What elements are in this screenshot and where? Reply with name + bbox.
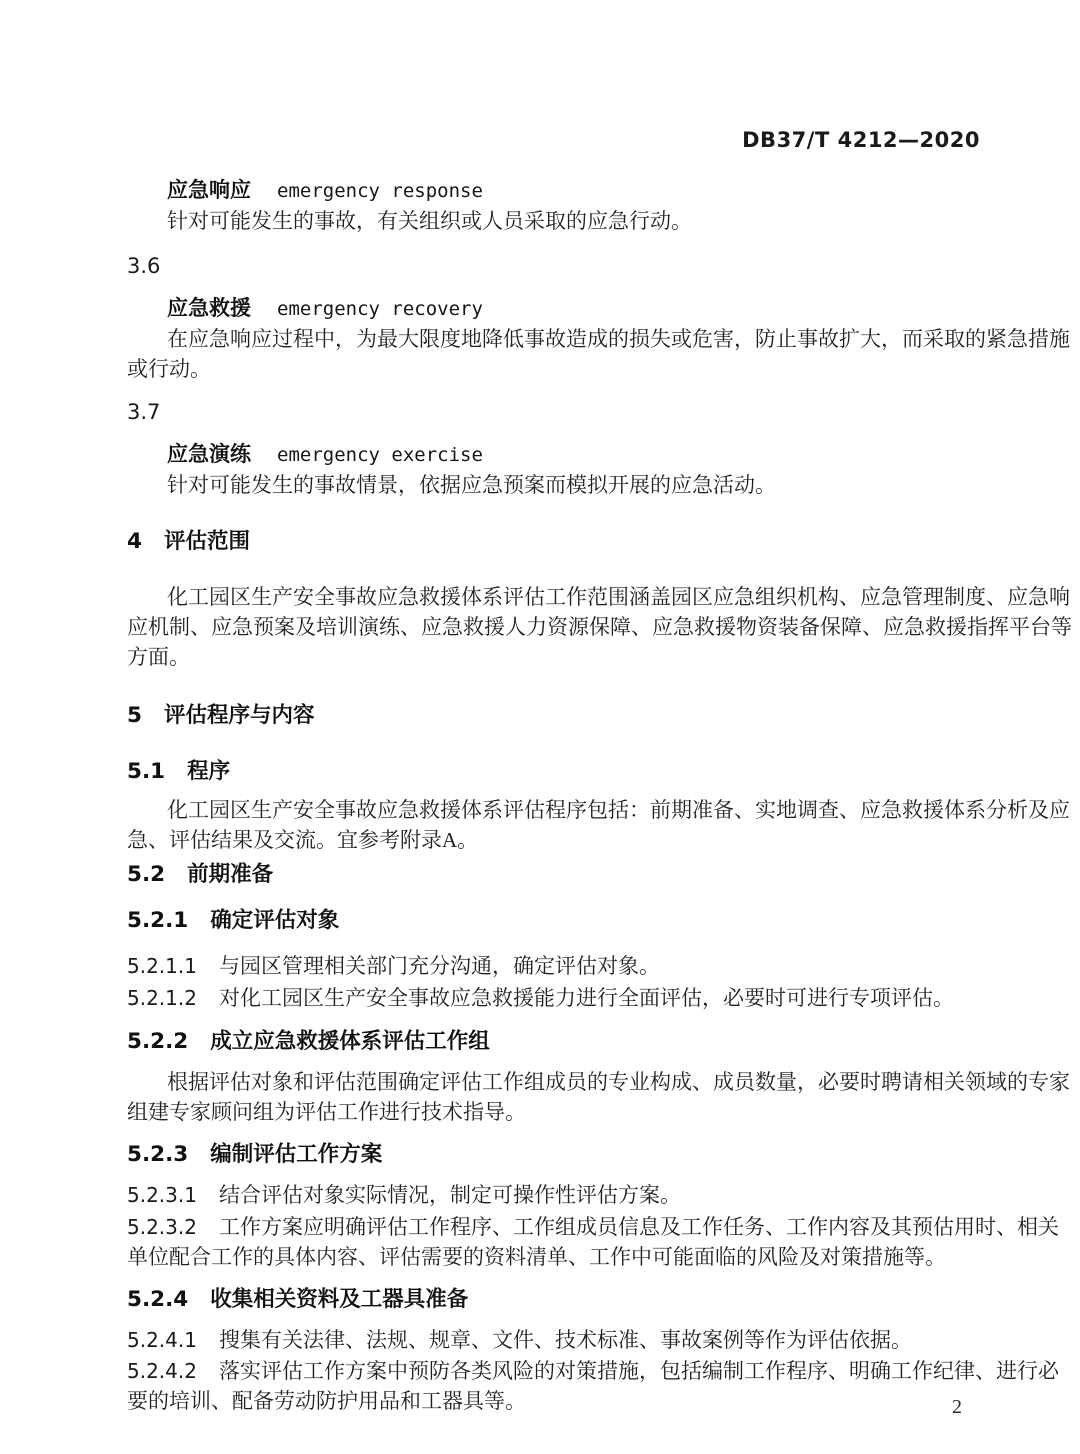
- clause-item-text: 与园区管理相关部门充分沟通，确定评估对象。: [218, 954, 660, 978]
- clause-item-text: 搜集有关法律、法规、规章、文件、技术标准、事故案例等作为评估依据。: [218, 1328, 912, 1352]
- paragraph-line: 急、评估结果及交流。宜参考附录A。: [127, 828, 479, 852]
- paragraph-line: 方面。: [127, 645, 190, 669]
- section-number: 5.2.3: [127, 1142, 189, 1167]
- paragraph-line: 根据评估对象和评估范围确定评估工作组成员的专业构成、成员数量，必要时聘请相关领域的专家: [167, 1070, 1070, 1094]
- paragraph-line: 应机制、应急预案及培训演练、应急救援人力资源保障、应急救援物资装备保障、应急救援指挥平台等: [127, 615, 1072, 639]
- header-doc-number: DB37/T 4212—2020: [742, 128, 980, 152]
- page-content: [127, 160, 1072, 1416]
- term-en: emergency response: [277, 180, 483, 202]
- term-zh: 应急救援: [167, 297, 251, 320]
- section-number: 5.1: [127, 759, 166, 784]
- section-number: 5.2: [127, 862, 166, 887]
- term-en: emergency exercise: [277, 444, 483, 466]
- section-heading-5-1: [127, 756, 992, 787]
- term-definition-line: 针对可能发生的事故情景，依据应急预案而模拟开展的应急活动。: [167, 473, 776, 497]
- section-title: 编制评估工作方案: [210, 1142, 383, 1166]
- term-title-line: [127, 439, 992, 470]
- paragraph-line: 化工园区生产安全事故应急救援体系评估程序包括：前期准备、实地调查、应急救援体系分析及应: [167, 798, 1070, 822]
- section-title: 成立应急救援体系评估工作组: [210, 1029, 490, 1053]
- section-heading-5-2-2: [127, 1026, 992, 1057]
- clause-item-number: 5.2.3.1: [127, 1183, 197, 1207]
- clause-item-line: 单位配合工作的具体内容、评估需要的资料清单、工作中可能面临的风险及对策措施等。: [127, 1245, 946, 1269]
- section-5-2-2-paragraph: [127, 1067, 1070, 1127]
- clause-item-number: 5.2.4.2: [127, 1359, 197, 1383]
- clause-item-number: 5.2.1.2: [127, 986, 197, 1010]
- clause-item-line: [127, 951, 992, 981]
- section-heading-5-2: [127, 859, 992, 890]
- clause-item-5-2-1-2: [127, 983, 992, 1013]
- term-title-line: [127, 293, 992, 324]
- term-title-line: [127, 175, 992, 206]
- term-entry: [127, 439, 992, 500]
- clause-number-3-6: 3.6: [127, 254, 161, 278]
- clause-item-5-2-1-1: [127, 951, 992, 981]
- section-title: 评估范围: [163, 529, 250, 553]
- section-heading-5: [127, 700, 992, 731]
- clause-item-text: 工作方案应明确评估工作程序、工作组成员信息及工作任务、工作内容及其预估用时、相关: [218, 1215, 1059, 1239]
- section-number: 4: [127, 529, 142, 554]
- section-number: 5: [127, 703, 142, 728]
- section-title: 程序: [187, 759, 231, 783]
- section-title: 收集相关资料及工器具准备: [210, 1287, 469, 1311]
- term-entry: [127, 293, 1070, 384]
- section-5-1-paragraph: [127, 795, 1070, 855]
- term-entry: [127, 175, 992, 236]
- clause-item-text: 结合评估对象实际情况，制定可操作性评估方案。: [218, 1183, 681, 1207]
- clause-item-number: 5.2.1.1: [127, 954, 197, 978]
- clause-item-line: [127, 1356, 1059, 1386]
- paragraph-line: 组建专家顾问组为评估工作进行技术指导。: [127, 1100, 526, 1124]
- section-title: 前期准备: [187, 862, 274, 886]
- section-title: 确定评估对象: [210, 908, 340, 932]
- clause-item-line: [127, 1325, 992, 1355]
- section-number: 5.2.4: [127, 1287, 189, 1312]
- clause-item-text: 落实评估工作方案中预防各类风险的对策措施，包括编制工作程序、明确工作纪律、进行必: [218, 1359, 1059, 1383]
- section-title: 评估程序与内容: [163, 703, 315, 727]
- clause-number-3-7: 3.7: [127, 400, 161, 424]
- term-definition-line: 针对可能发生的事故，有关组织或人员采取的应急行动。: [167, 209, 692, 233]
- section-number: 5.2.1: [127, 908, 189, 933]
- paragraph-line: 化工园区生产安全事故应急救援体系评估工作范围涵盖园区应急组织机构、应急管理制度、应急响: [167, 585, 1070, 609]
- clause-item-line: [127, 1180, 992, 1210]
- term-en: emergency recovery: [277, 298, 483, 320]
- clause-item-5-2-3-2: [127, 1212, 1059, 1272]
- term-zh: 应急演练: [167, 443, 251, 466]
- clause-item-5-2-3-1: [127, 1180, 992, 1210]
- clause-item-5-2-4-1: [127, 1325, 992, 1355]
- clause-item-line: [127, 1212, 1059, 1242]
- section-number: 5.2.2: [127, 1029, 189, 1054]
- section-heading-5-2-4: [127, 1284, 992, 1315]
- term-definition-line: 在应急响应过程中，为最大限度地降低事故造成的损失或危害，防止事故扩大，而采取的紧急措施: [167, 327, 1070, 351]
- clause-item-number: 5.2.4.1: [127, 1328, 197, 1352]
- page-number: 2: [952, 1396, 962, 1418]
- term-zh: 应急响应: [167, 179, 251, 202]
- clause-item-number: 5.2.3.2: [127, 1215, 197, 1239]
- section-heading-5-2-1: [127, 905, 992, 936]
- clause-item-line: [127, 983, 992, 1013]
- section-4-paragraph: [127, 582, 1072, 672]
- section-heading-4: [127, 526, 992, 557]
- clause-item-5-2-4-2: [127, 1356, 1059, 1416]
- clause-item-line: 要的培训、配备劳动防护用品和工器具等。: [127, 1389, 526, 1413]
- term-definition-line: 或行动。: [127, 357, 211, 381]
- clause-item-text: 对化工园区生产安全事故应急救援能力进行全面评估，必要时可进行专项评估。: [218, 986, 954, 1010]
- section-heading-5-2-3: [127, 1139, 992, 1170]
